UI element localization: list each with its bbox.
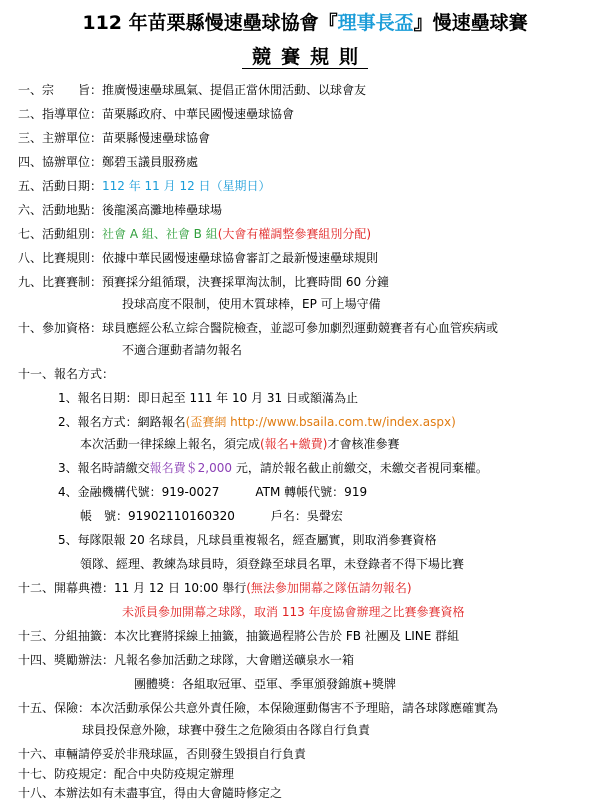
rule-11-5a: 5、每隊限報 20 名球員，凡球員重複報名，經查屬實，則取消參賽資格 bbox=[58, 533, 437, 547]
registration-fee: 報名費＄2,000 bbox=[149, 461, 232, 475]
rule-5-label: 五、活動日期： bbox=[18, 179, 103, 193]
title-prefix: 112 年苗栗縣慢速壘球協會『 bbox=[82, 12, 338, 34]
rule-1: 一、宗 旨：推廣慢速壘球風氣、提倡正當休閒活動、以球會友 bbox=[18, 83, 367, 97]
rule-4: 四、協辦單位：鄭碧玉議員服務處 bbox=[18, 155, 199, 169]
page-title bbox=[0, 10, 610, 36]
rule-11-2b-red: (報名+繳費) bbox=[260, 437, 328, 451]
rule-3: 三、主辦單位：苗栗縣慢速壘球協會 bbox=[18, 131, 211, 145]
rule-10b: 不適合運動者請勿報名 bbox=[122, 343, 243, 357]
subtitle-text: 競賽規則 bbox=[242, 46, 368, 69]
rule-11-2 bbox=[58, 414, 456, 430]
rule-7 bbox=[18, 226, 371, 242]
rule-14a: 十四、獎勵辦法：凡報名參加活動之球隊，大會贈送礦泉水一箱 bbox=[18, 653, 355, 667]
rule-11-4b: 帳 號：91902110160320 戶名：吳聲宏 bbox=[80, 509, 343, 523]
rule-11-2b-post: 才會核准參賽 bbox=[327, 437, 400, 451]
rule-15a: 十五、保險：本次活動承保公共意外責任險，本保險運動傷害不予理賠，請各球隊應確實為 bbox=[18, 701, 499, 715]
page-subtitle bbox=[0, 44, 610, 70]
rule-11-3-post: 元，請於報名截止前繳交，未繳交者視同棄權。 bbox=[232, 461, 488, 475]
rule-14b: 團體獎：各組取冠軍、亞軍、季軍頒發錦旗+獎牌 bbox=[134, 677, 397, 691]
rule-5-value: 112 年 11 月 12 日（星期日） bbox=[102, 179, 271, 193]
rule-11-4a: 4、金融機構代號：919-0027 ATM 轉帳代號：919 bbox=[58, 485, 368, 499]
rule-12b: 未派員參加開幕之球隊，取消 113 年度協會辦理之比賽參賽資格 bbox=[122, 605, 465, 619]
rule-5 bbox=[18, 178, 271, 194]
rule-13: 十三、分組抽籤：本次比賽將採線上抽籤，抽籤過程將公告於 FB 社團及 LINE 群組 bbox=[18, 629, 460, 643]
rule-16: 十六、車輛請停妥於非飛球區，否則發生毀損自行負責 bbox=[18, 747, 307, 761]
rule-17: 十七、防疫規定：配合中央防疫規定辦理 bbox=[18, 767, 235, 781]
rule-7-label: 七、活動組別： bbox=[18, 227, 103, 241]
rule-11-3-pre: 3、報名時請繳交 bbox=[58, 461, 150, 475]
rule-18: 十八、本辦法如有未盡事宜，得由大會隨時修定之 bbox=[18, 786, 283, 800]
rule-11-2b-pre: 本次活動一律採線上報名，須完成 bbox=[80, 437, 261, 451]
title-suffix: 』慢速壘球賽 bbox=[413, 12, 528, 34]
rule-12 bbox=[18, 580, 412, 596]
rule-8: 八、比賽規則：依據中華民國慢速壘球協會審訂之最新慢速壘球規則 bbox=[18, 251, 379, 265]
rule-12-pre: 十二、開幕典禮：11 月 12 日 10:00 舉行 bbox=[18, 581, 247, 595]
rule-15b: 球員投保意外險，球賽中發生之危險須由各隊自行負責 bbox=[82, 723, 371, 737]
rule-11-3 bbox=[58, 460, 488, 476]
rule-11-2-label: 2、報名方式：網路報名 bbox=[58, 415, 186, 429]
rule-11-2b bbox=[80, 436, 399, 452]
title-highlight: 理事長盃 bbox=[337, 12, 414, 34]
rule-2: 二、指導單位：苗栗縣政府、中華民國慢速壘球協會 bbox=[18, 107, 295, 121]
rule-11-1: 1、報名日期：即日起至 111 年 10 月 31 日或額滿為止 bbox=[58, 391, 358, 405]
rule-11-5b: 領隊、經理、教練為球員時，須登錄至球員名單，未登錄者不得下場比賽 bbox=[80, 557, 465, 571]
rule-7-note: (大會有權調整參賽組別分配) bbox=[217, 227, 372, 241]
rule-9a: 九、比賽賽制：預賽採分組循環，決賽採單淘汰制，比賽時間 60 分鐘 bbox=[18, 275, 389, 289]
registration-link[interactable]: (盃賽網 http://www.bsaila.com.tw/index.aspx) bbox=[185, 415, 456, 429]
rule-10a: 十、參加資格：球員應經公私立綜合醫院檢查，並認可參加劇烈運動競賽者有心血管疾病或 bbox=[18, 321, 499, 335]
rule-9b: 投球高度不限制，使用木質球棒，EP 可上場守備 bbox=[122, 297, 381, 311]
rule-7-value: 社會 A 組、社會 B 組 bbox=[102, 227, 218, 241]
rule-11: 十一、報名方式： bbox=[18, 367, 115, 381]
rule-12-red: (無法參加開幕之隊伍請勿報名) bbox=[246, 581, 412, 595]
rule-6: 六、活動地點：後龍溪高灘地棒壘球場 bbox=[18, 203, 223, 217]
